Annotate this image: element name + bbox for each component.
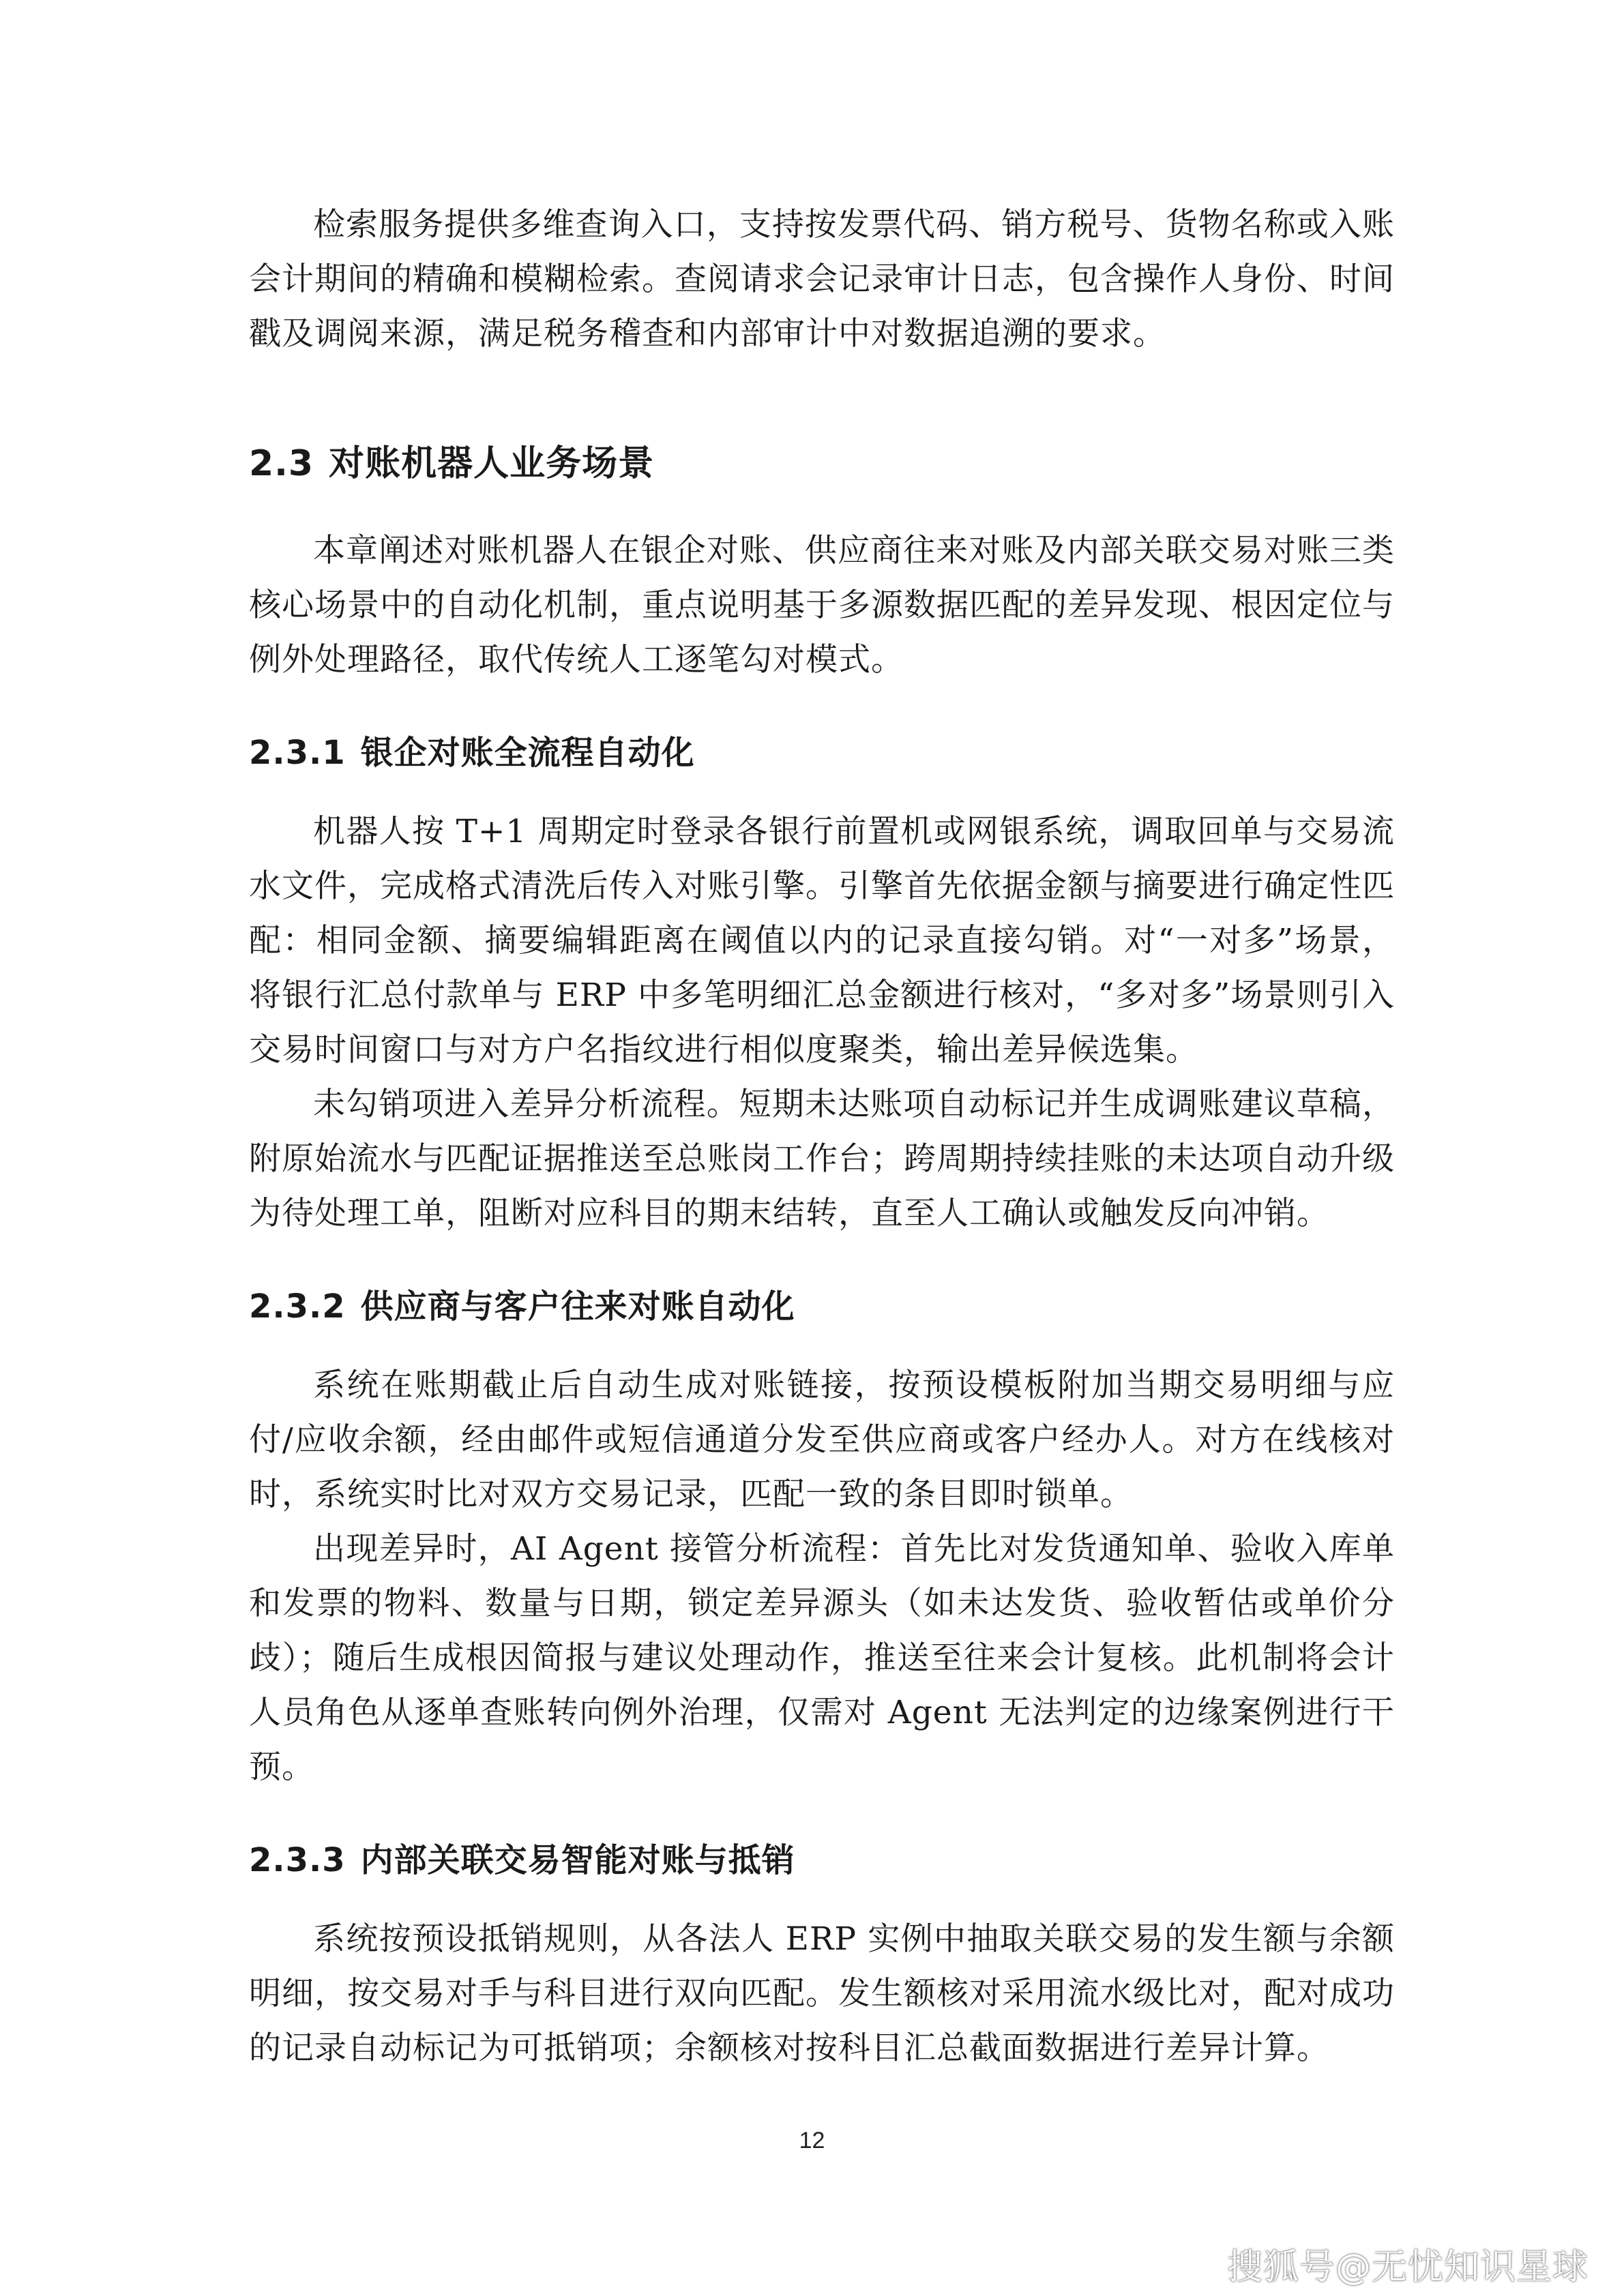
subsection-number: 2.3.2	[249, 1287, 346, 1326]
page-content	[249, 198, 1395, 2076]
paragraph-bank-exceptions: 未勾销项进入差异分析流程。短期未达账项自动标记并生成调账建议草稿，附原始流水与匹配证据推送至总账岗工作台；跨周期持续挂账的未达项自动升级为待处理工单，阻断对应科目的期末结转，直至人工确认或触发反向冲销。	[249, 1086, 1395, 1232]
subsection-title: 供应商与客户往来对账自动化	[360, 1287, 795, 1326]
subsection-title: 银企对账全流程自动化	[360, 734, 695, 772]
subsection-heading-2-3-2	[249, 1282, 1395, 1331]
section-title: 对账机器人业务场景	[329, 443, 655, 484]
page-number: 12	[799, 2128, 825, 2153]
section-number: 2.3	[249, 443, 314, 484]
paragraph-chapter-intro: 本章阐述对账机器人在银企对账、供应商往来对账及内部关联交易对账三类核心场景中的自动化机制，重点说明基于多源数据匹配的差异发现、根因定位与例外处理路径，取代传统人工逐笔勾对模式。	[249, 532, 1395, 679]
paragraph-bank-matching: 机器人按 T+1 周期定时登录各银行前置机或网银系统，调取回单与交易流水文件，完成格式清洗后传入对账引擎。引擎首先依据金额与摘要进行确定性匹配：相同金额、摘要编辑距离在阈值以内的记录直接勾销。对“一对多”场景，将银行汇总付款单与 ERP 中多笔明细汇总金额进行核对，“多对多”场景则引入交易时间窗口与对方户名指纹进行相似度聚类，输出差异候选集。	[249, 813, 1395, 1069]
paragraph-ai-agent-analysis: 出现差异时，AI Agent 接管分析流程：首先比对发货通知单、验收入库单和发票的物料、数量与日期，锁定差异源头（如未达发货、验收暂估或单价分歧）；随后生成根因简报与建议处理动作，推送至往来会计复核。此机制将会计人员角色从逐单查账转向例外治理，仅需对 Agent 无法判定的边缘案例进行干预。	[249, 1530, 1395, 1786]
subsection-number: 2.3.1	[249, 734, 346, 772]
subsection-heading-2-3-1	[249, 728, 1395, 777]
subsection-title: 内部关联交易智能对账与抵销	[360, 1841, 795, 1879]
watermark-text: 搜狐号@无忧知识星球	[1226, 2247, 1589, 2288]
subsection-heading-2-3-3	[249, 1836, 1395, 1885]
paragraph-intercompany-elimination: 系统按预设抵销规则，从各法人 ERP 实例中抽取关联交易的发生额与余额明细，按交易对手与科目进行双向匹配。发生额核对采用流水级比对，配对成功的记录自动标记为可抵销项；余额核对按科目汇总截面数据进行差异计算。	[249, 1920, 1395, 2067]
paragraph-counterparty-links: 系统在账期截止后自动生成对账链接，按预设模板附加当期交易明细与应付/应收余额，经由邮件或短信通道分发至供应商或客户经办人。对方在线核对时，系统实时比对双方交易记录，匹配一致的条目即时锁单。	[249, 1367, 1395, 1513]
subsection-number: 2.3.3	[249, 1841, 346, 1879]
section-heading-2-3	[249, 436, 1395, 491]
paragraph-retrieval-service: 检索服务提供多维查询入口，支持按发票代码、销方税号、货物名称或入账会计期间的精确和模糊检索。查阅请求会记录审计日志，包含操作人身份、时间戳及调阅来源，满足税务稽查和内部审计中对数据追溯的要求。	[249, 206, 1395, 353]
